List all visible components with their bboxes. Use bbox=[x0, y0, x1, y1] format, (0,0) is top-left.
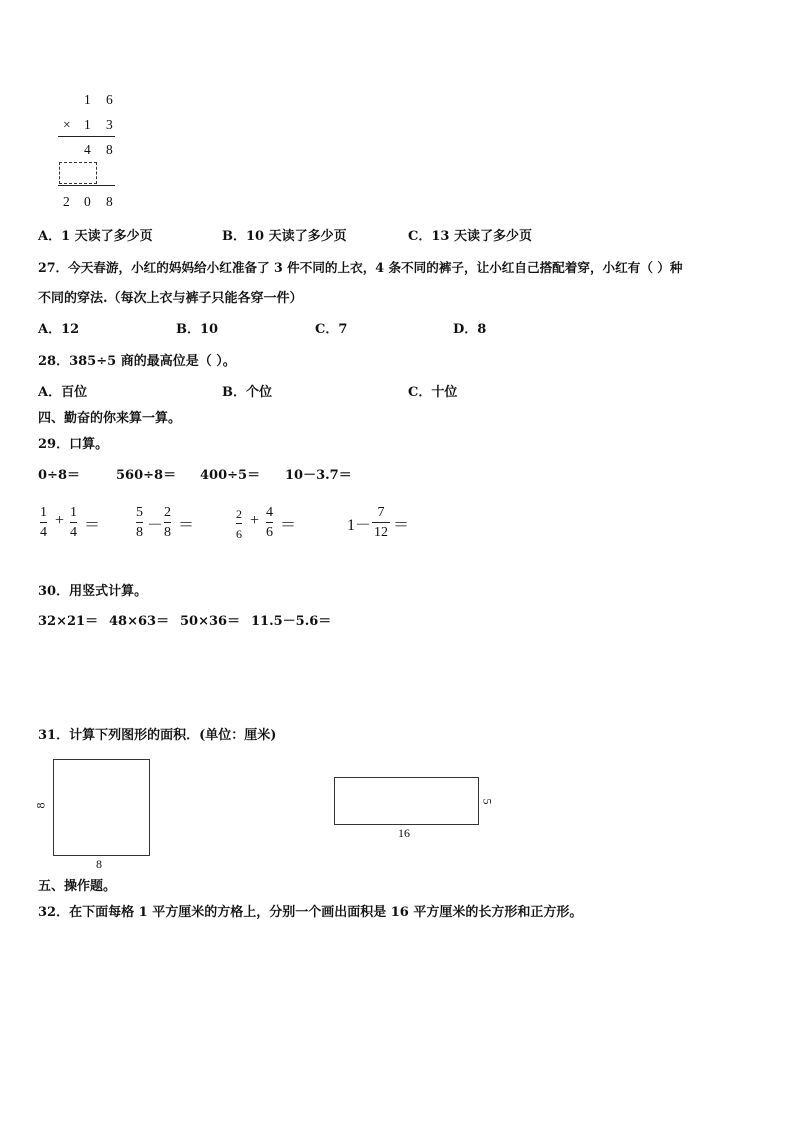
fraction bbox=[372, 505, 390, 541]
mult-digit: 6 bbox=[106, 92, 113, 107]
mult-digit: 3 bbox=[106, 117, 113, 132]
mult-operator: × bbox=[63, 117, 71, 132]
answer-blank-box[interactable] bbox=[59, 162, 97, 184]
denominator: 8 bbox=[164, 525, 171, 540]
mult-digit: 8 bbox=[106, 142, 113, 157]
mult-digit: 2 bbox=[63, 194, 70, 209]
denominator: 6 bbox=[236, 527, 242, 541]
denominator: 4 bbox=[70, 525, 77, 540]
rectangle-side-label: 5 bbox=[480, 798, 495, 805]
question-30: 30．用竖式计算。 bbox=[38, 584, 148, 599]
option-c[interactable]: C．13 天读了多少页 bbox=[408, 229, 532, 244]
fraction bbox=[136, 505, 143, 541]
numerator: 2 bbox=[164, 505, 171, 520]
mult-digit: 1 bbox=[84, 92, 91, 107]
numerator: 7 bbox=[377, 505, 385, 520]
option-b[interactable]: B．个位 bbox=[222, 385, 272, 400]
mult-digit: 8 bbox=[106, 194, 113, 209]
numerator: 1 bbox=[40, 505, 47, 520]
square-bottom-label: 8 bbox=[96, 857, 102, 871]
numerator: 2 bbox=[236, 507, 242, 521]
section-heading: 五、操作题。 bbox=[38, 879, 117, 894]
denominator: 4 bbox=[40, 525, 47, 540]
fraction bbox=[266, 505, 273, 541]
denominator: 8 bbox=[136, 525, 143, 540]
option-d[interactable]: D．8 bbox=[453, 322, 487, 337]
calc-item: 50×36＝ bbox=[180, 614, 241, 629]
rectangle-bottom-label: 16 bbox=[398, 826, 410, 840]
option-b[interactable]: B．10 天读了多少页 bbox=[222, 229, 347, 244]
square-side-label: 8 bbox=[33, 802, 48, 809]
question-29: 29．口算。 bbox=[38, 437, 109, 452]
option-a[interactable]: A．百位 bbox=[38, 385, 88, 400]
whole-number-minus: 1－ bbox=[347, 517, 372, 534]
fraction bbox=[236, 506, 242, 542]
calc-item: 11.5－5.6＝ bbox=[251, 614, 332, 629]
option-c[interactable]: C．十位 bbox=[408, 385, 458, 400]
equals-sign: ＝ bbox=[84, 517, 101, 534]
equals-sign: ＝ bbox=[178, 517, 195, 534]
fraction bbox=[70, 505, 77, 541]
numerator: 5 bbox=[136, 505, 143, 520]
question-27-line1: 27．今天春游，小红的妈妈给小红准备了 3 件不同的上衣，4 条不同的裤子，让小红自己搭配着穿，小红有（ ）种 bbox=[38, 260, 683, 275]
numerator: 4 bbox=[266, 505, 273, 520]
calc-item: 48×63＝ bbox=[109, 614, 170, 629]
calc-item: 0÷8＝ bbox=[38, 468, 80, 483]
mult-digit: 1 bbox=[84, 117, 91, 132]
calc-item: 560÷8＝ bbox=[116, 468, 177, 483]
numerator: 1 bbox=[70, 505, 77, 520]
denominator: 12 bbox=[374, 525, 388, 540]
calc-item: 400÷5＝ bbox=[200, 468, 261, 483]
fraction bbox=[40, 505, 47, 541]
option-a[interactable]: A．1 天读了多少页 bbox=[38, 229, 153, 244]
mult-rule bbox=[58, 136, 115, 137]
question-31: 31．计算下列图形的面积．(单位：厘米) bbox=[38, 728, 277, 743]
operator: + bbox=[55, 512, 65, 529]
section-heading: 四、勤奋的你来算一算。 bbox=[38, 411, 182, 426]
mult-digit: 0 bbox=[84, 194, 91, 209]
denominator: 6 bbox=[266, 525, 273, 540]
calc-item: 10－3.7＝ bbox=[285, 468, 352, 483]
option-a[interactable]: A．12 bbox=[38, 322, 80, 337]
mult-rule bbox=[58, 185, 115, 186]
rectangle-figure bbox=[334, 777, 479, 825]
mult-digit: 4 bbox=[84, 142, 91, 157]
equals-sign: ＝ bbox=[393, 517, 410, 534]
fraction bbox=[164, 505, 171, 541]
operator: － bbox=[147, 517, 164, 534]
calc-item: 32×21＝ bbox=[38, 614, 99, 629]
question-28: 28．385÷5 商的最高位是（ ）。 bbox=[38, 354, 236, 369]
option-c[interactable]: C．7 bbox=[315, 322, 348, 337]
operator: + bbox=[250, 512, 260, 529]
question-32: 32．在下面每格 1 平方厘米的方格上，分别一个画出面积是 16 平方厘米的长方形和正方形。 bbox=[38, 905, 583, 920]
option-b[interactable]: B．10 bbox=[176, 322, 219, 337]
question-27-line2: 不同的穿法.（每次上衣与裤子只能各穿一件） bbox=[38, 291, 303, 306]
square-figure bbox=[53, 759, 150, 856]
equals-sign: ＝ bbox=[280, 517, 297, 534]
